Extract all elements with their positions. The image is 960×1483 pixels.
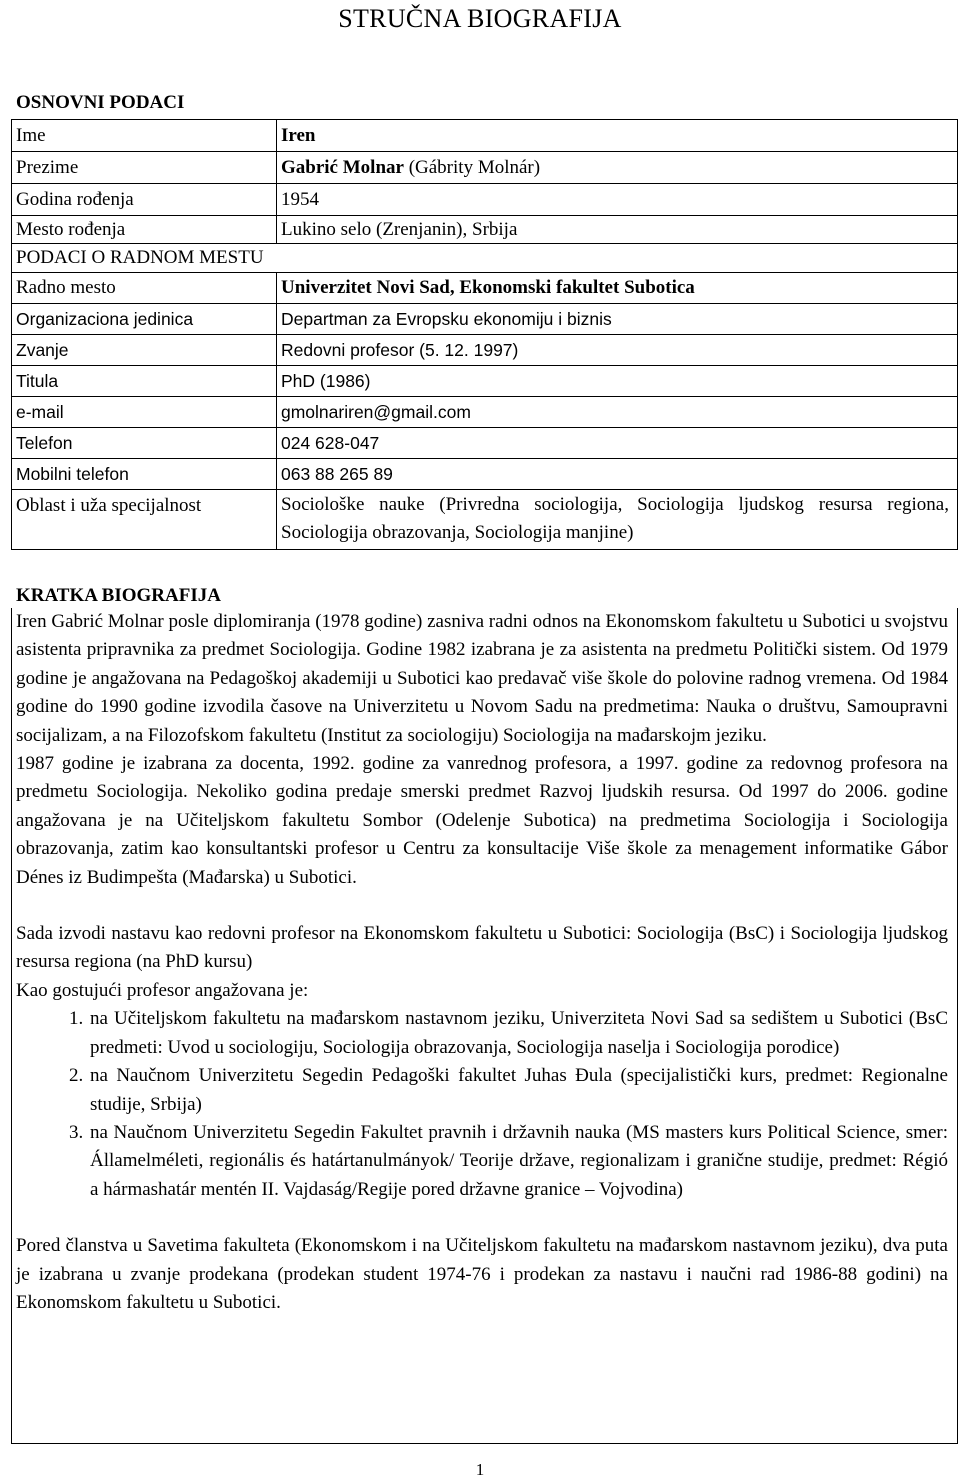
subheading-radno-mesto: PODACI O RADNOM MESTU: [12, 244, 958, 273]
row-mesto: [12, 216, 958, 244]
value-org: Departman za Evropsku ekonomiju i biznis: [277, 304, 958, 335]
row-prezime: [12, 152, 958, 184]
row-ime: [12, 120, 958, 152]
row-telefon: [12, 428, 958, 459]
biography-body: [16, 608, 948, 1317]
basic-data-table: [11, 119, 958, 550]
value-prezime: [277, 152, 958, 184]
value-telefon: 024 628-047: [277, 428, 958, 459]
label-email: e-mail: [12, 397, 277, 428]
value-mesto: Lukino selo (Zrenjanin), Srbija: [277, 216, 958, 244]
row-radno-heading: [12, 244, 958, 273]
section-heading-basic: OSNOVNI PODACI: [16, 92, 185, 113]
row-titula: [12, 366, 958, 397]
bio-paragraph-2: 1987 godine je izabrana za docenta, 1992. godine za vanrednog profesora, a 1997. godine za redovnog profesora na predmetu Sociologija. Nekoliko godina predaje smerski predmet Razvoj ljudskih resursa. Od 1997 do 2006. godine angažovana je na Učiteljskom fakultetu Sombor (Odelenje Subotica) na predmetima Sociologija i Sociologija obrazovanja, zatim kao konsultantski profesor u Centru za konsultacije Više škole za menagement informatike Gábor Dénes iz Budimpešta (Mađarska) u Subotici.: [16, 753, 948, 888]
list-item: 2. na Naučnom Univerzitetu Segedin Pedagoški fakultet Juhas Đula (specijalistički kurs, predmet: Regionalne studije, Srbija): [88, 1062, 948, 1119]
label-oblast: Oblast i uža specijalnost: [12, 490, 277, 550]
label-radno: Radno mesto: [12, 273, 277, 304]
document-title: STRUČNA BIOGRAFIJA: [338, 4, 622, 33]
label-ime: Ime: [12, 120, 277, 152]
value-oblast: Sociološke nauke (Privredna sociologija, Sociologija ljudskog resursa regiona, Sociologija obrazovanja, Sociologija manjine): [277, 490, 958, 550]
label-titula: Titula: [12, 366, 277, 397]
bio-paragraph-4: Kao gostujući profesor angažovana je:: [16, 979, 309, 1001]
row-mobilni: [12, 459, 958, 490]
bio-paragraph-5: Pored članstva u Savetima fakulteta (Ekonomskom i na Učiteljskom fakultetu na mađarskom nastavnom jeziku), dva puta je izabrana u zvanje prodekana (prodekan student 1974-76 i prodekan za nastavu i naučni rad 1986-88 godini) na Ekonomskom fakultetu u Subotici.: [16, 1235, 948, 1313]
bio-paragraph-1: Iren Gabrić Molnar posle diplomiranja (1978 godine) zasniva radni odnos na Ekonomskom fakultetu u Subotici u svojstvu asistenta pripravnika za predmet Sociologija. Godine 1982 izabrana je za asistenta na predmetu Politički sistem. Od 1979 godine je angažovana na Pedagoškoj akademiji u Subotici kao predavač više škole do polovine radnog vremena. Od 1984 godine do 1990 godine izvodila časove na Univerzitetu u Novom Sadu na predmetima: Nauka o društvu, Samoupravni socijalizam, a na Filozofskom fakultetu (Institut za sociologiju) Sociologija na mađarskojm jeziku.: [16, 611, 948, 746]
page-number: 1: [475, 1460, 485, 1479]
label-prezime: Prezime: [12, 152, 277, 184]
label-mobilni: Mobilni telefon: [12, 459, 277, 490]
label-zvanje: Zvanje: [12, 335, 277, 366]
value-godina: 1954: [277, 184, 958, 216]
section-heading-bio: KRATKA BIOGRAFIJA: [16, 585, 221, 606]
value-zvanje: Redovni profesor (5. 12. 1997): [277, 335, 958, 366]
label-mesto: Mesto rođenja: [12, 216, 277, 244]
label-telefon: Telefon: [12, 428, 277, 459]
value-ime: Iren: [277, 120, 958, 152]
row-zvanje: [12, 335, 958, 366]
label-org: Organizaciona jedinica: [12, 304, 277, 335]
value-mobilni: 063 88 265 89: [277, 459, 958, 490]
list-item: 3. na Naučnom Univerzitetu Segedin Fakultet pravnih i državnih nauka (MS masters kurs Political Science, smer: Államelméleti, regionális és határtanulmányok/ Teorije države, regionalizam i granične studije, predmet: Régió a hármashatár mentén II. Vajdaság/Regije pored državne granice – Vojvodina): [88, 1119, 948, 1204]
value-email: gmolnariren@gmail.com: [277, 397, 958, 428]
list-item: 1. na Učiteljskom fakultetu na mađarskom nastavnom jeziku, Univerziteta Novi Sad sa sedištem u Subotici (BsC predmeti: Uvod u sociologiju, Sociologija obrazovanja, Sociologija naselja i Sociologija porodice): [88, 1005, 948, 1062]
row-godina: [12, 184, 958, 216]
value-titula: PhD (1986): [277, 366, 958, 397]
bio-spacer: [16, 892, 948, 920]
row-radno: [12, 273, 958, 304]
bio-paragraph-3: Sada izvodi nastavu kao redovni profesor na Ekonomskom fakultetu u Subotici: Sociologija (BsC) i Sociologija ljudskog resursa regiona (na PhD kursu): [16, 923, 948, 973]
label-godina: Godina rođenja: [12, 184, 277, 216]
value-prezime-rest: (Gábrity Molnár): [403, 157, 541, 178]
value-radno: Univerzitet Novi Sad, Ekonomski fakultet Subotica: [277, 273, 958, 304]
value-prezime-bold: Gabrić Molnar: [281, 157, 404, 178]
row-oblast: [12, 490, 958, 550]
guest-professor-list: [16, 1005, 948, 1204]
row-org: [12, 304, 958, 335]
bio-spacer: [16, 1204, 948, 1232]
row-email: [12, 397, 958, 428]
